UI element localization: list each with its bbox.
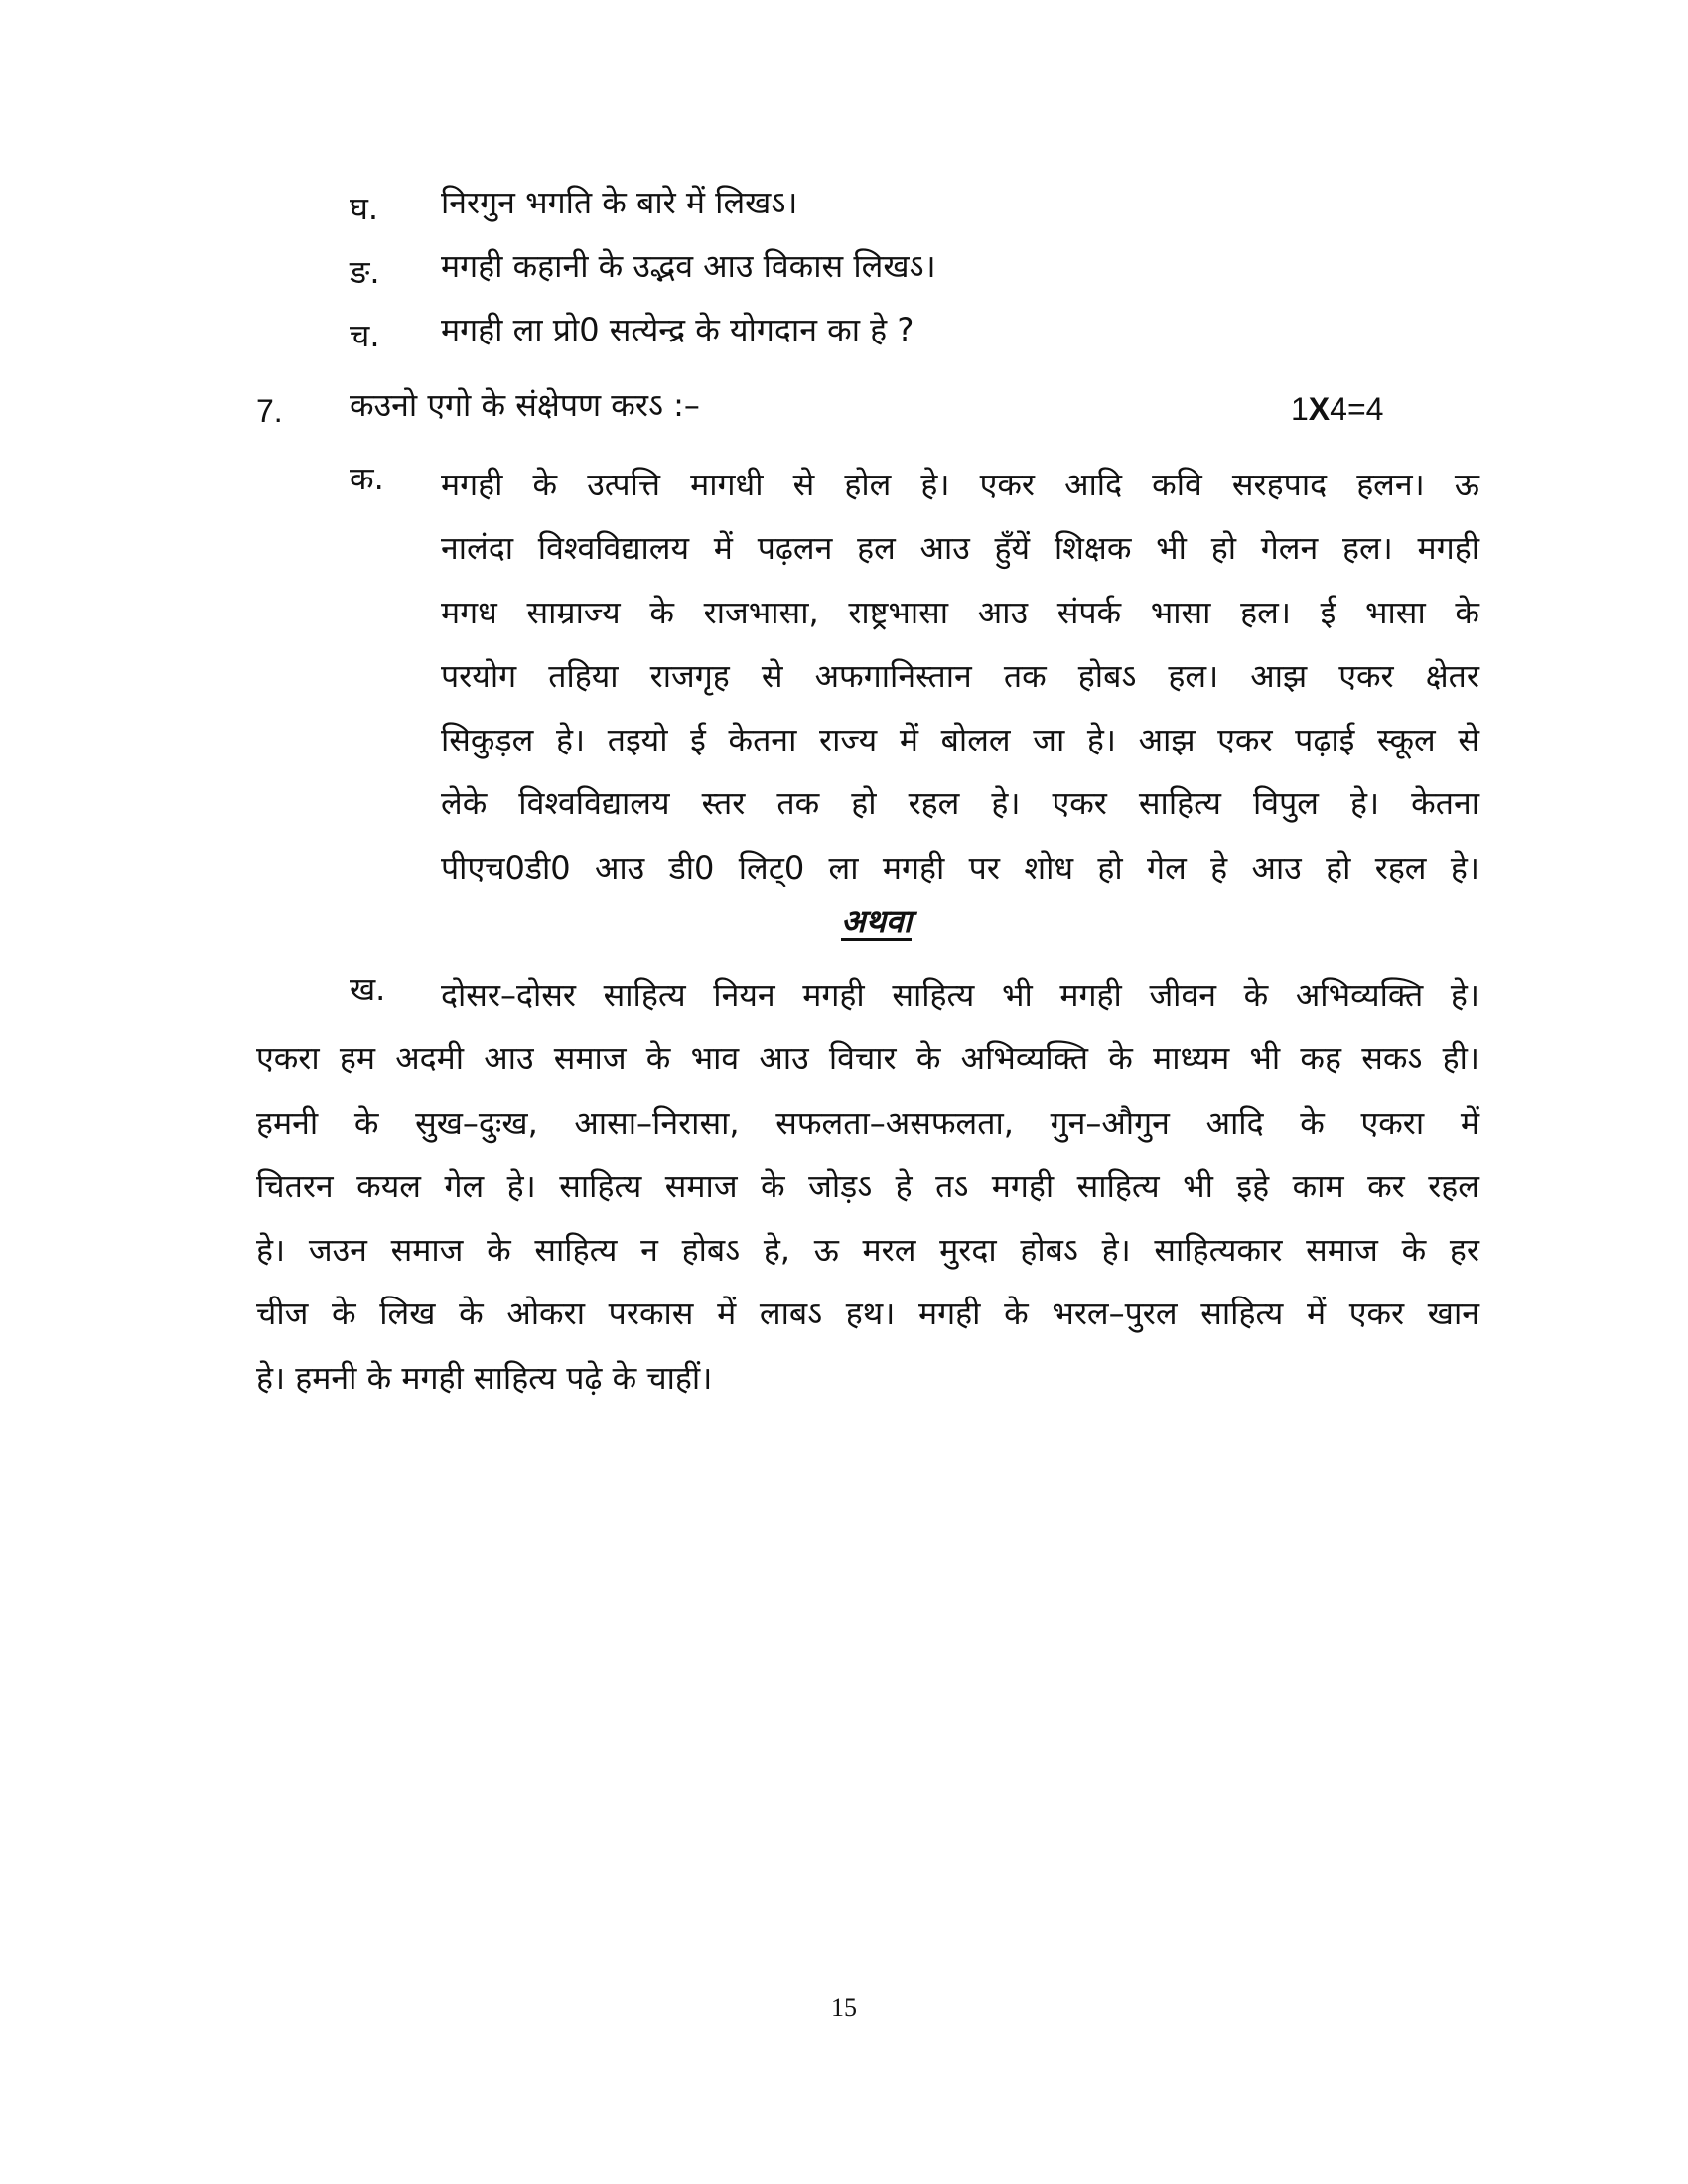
athwa-heading (0, 902, 1688, 940)
question-7-instruction: कउनो एगो के संक्षेपण करऽ :– (350, 386, 700, 424)
question-number-7: 7. (256, 393, 283, 429)
option-ka-line: मगही के उत्पत्ति मागधी से होल हे। एकर आदि कवि सरहपाद हलन। ऊ (441, 466, 1479, 503)
marks-x: X (1308, 391, 1331, 427)
question-text-gha: निरगुन भगति के बारे में लिखऽ। (441, 184, 798, 221)
question-text-nga: मगही कहानी के उद्भव आउ विकास लिखऽ। (441, 247, 936, 285)
option-kha-line: हे। हमनी के मगही साहित्य पढ़े के चाहीं। (256, 1358, 713, 1397)
question-label-cha: च. (350, 317, 380, 354)
option-kha-line: हे। जउन समाज के साहित्य न होबऽ हे, ऊ मरल मुरदा होबऽ हे। साहित्यकार समाज के हर (256, 1231, 1479, 1270)
option-kha-line: दोसर–दोसर साहित्य नियन मगही साहित्य भी मगही जीवन के अभिव्यक्ति हे। (441, 976, 1479, 1014)
option-ka-line: नालंदा विश्वविद्यालय में पढ़लन हल आउ हुँयें शिक्षक भी हो गेलन हल। मगही (441, 529, 1479, 568)
option-kha-line: चीज के लिख के ओकरा परकास में लाबऽ हथ। मगही के भरल–पुरल साहित्य में एकर खान (256, 1295, 1479, 1333)
question-label-gha: घ. (350, 190, 379, 227)
option-ka-line: पीएच0डी0 आउ डी0 लिट्0 ला मगही पर शोध हो गेल हे आउ हो रहल हे। (441, 848, 1479, 887)
option-ka-line: लेके विश्वविद्यालय स्तर तक हो रहल हे। एकर साहित्य विपुल हे। केतना (441, 784, 1479, 823)
question-text-cha: मगही ला प्रो0 सत्येन्द्र के योगदान का हे ? (441, 311, 914, 348)
page-number: 15 (831, 1993, 857, 2022)
option-label-ka: क. (350, 460, 384, 497)
marks-prefix: 1 (1291, 391, 1309, 427)
question-label-nga: ङ. (350, 253, 380, 291)
option-label-kha: ख. (350, 970, 386, 1008)
marks-suffix: 4=4 (1330, 391, 1384, 427)
question-7-marks (1291, 393, 1383, 425)
option-kha-line: चितरन कयल गेल हे। साहित्य समाज के जोड़ऽ हे तऽ मगही साहित्य भी इहे काम कर रहल (256, 1166, 1479, 1205)
option-kha-line: हमनी के सुख–दुःख, आसा–निरासा, सफलता–असफलता, गुन–औगुन आदि के एकरा में (256, 1103, 1479, 1142)
option-kha-paragraph (256, 963, 1479, 1410)
option-ka-paragraph (441, 453, 1479, 899)
option-ka-line: परयोग तहिया राजगृह से अफगानिस्तान तक होबऽ हल। आझ एकर क्षेतर (441, 656, 1479, 695)
athwa-text: अथवा (841, 902, 912, 940)
option-ka-line: मगध साम्राज्य के राजभासा, राष्ट्रभासा आउ संपर्क भासा हल। ई भासा के (441, 593, 1479, 631)
option-kha-line: एकरा हम अदमी आउ समाज के भाव आउ विचार के अभिव्यक्ति के माध्यम भी कह सकऽ ही। (256, 1039, 1479, 1078)
option-ka-line: सिकुड़ल हे। तइयो ई केतना राज्य में बोलल जा हे। आझ एकर पढ़ाई स्कूल से (441, 721, 1479, 759)
